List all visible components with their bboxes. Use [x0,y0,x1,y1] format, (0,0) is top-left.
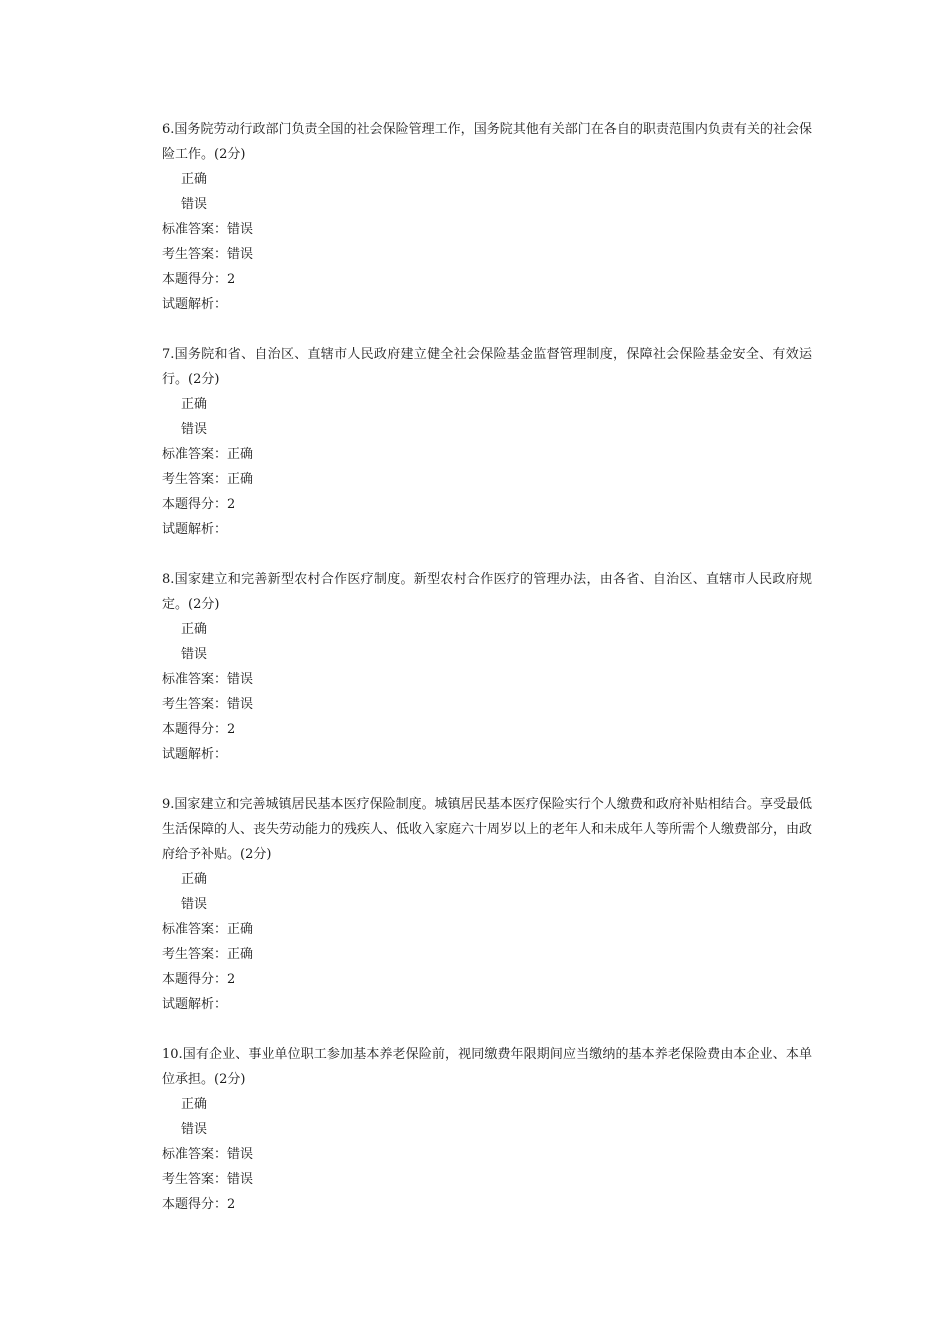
question-score: 本题得分：2 [162,272,236,287]
student-answer: 考生答案：错误 [162,247,254,262]
student-answer: 考生答案：正确 [162,947,254,962]
option-wrong[interactable]: 错误 [181,1122,208,1137]
question-score: 本题得分：2 [162,497,236,512]
question-7 [162,342,812,542]
standard-answer: 标准答案：正确 [162,922,254,937]
question-10 [162,1042,812,1217]
student-answer: 考生答案：错误 [162,1172,254,1187]
option-correct[interactable]: 正确 [181,397,208,412]
question-8 [162,567,812,767]
standard-answer: 标准答案：错误 [162,1147,254,1162]
standard-answer: 标准答案：错误 [162,672,254,687]
question-text: 7.国务院和省、自治区、直辖市人民政府建立健全社会保险基金监督管理制度，保障社会保险基金安全、有效运行。(2分) [162,347,812,387]
option-correct[interactable]: 正确 [181,172,208,187]
option-correct[interactable]: 正确 [181,622,208,637]
question-9 [162,792,812,1017]
question-text: 6.国务院劳动行政部门负责全国的社会保险管理工作，国务院其他有关部门在各自的职责范围内负责有关的社会保险工作。(2分) [162,122,812,162]
question-score: 本题得分：2 [162,972,236,987]
option-correct[interactable]: 正确 [181,1097,208,1112]
question-text: 9.国家建立和完善城镇居民基本医疗保险制度。城镇居民基本医疗保险实行个人缴费和政府补贴相结合。享受最低生活保障的人、丧失劳动能力的残疾人、低收入家庭六十周岁以上的老年人和未成年人等所需个人缴费部分，由政府给予补贴。(2分) [162,797,813,862]
student-answer: 考生答案：错误 [162,697,254,712]
option-wrong[interactable]: 错误 [181,422,208,437]
question-score: 本题得分：2 [162,1197,236,1212]
student-answer: 考生答案：正确 [162,472,254,487]
question-analysis: 试题解析： [162,522,228,537]
question-6 [162,117,812,317]
question-analysis: 试题解析： [162,997,228,1012]
question-text: 8.国家建立和完善新型农村合作医疗制度。新型农村合作医疗的管理办法，由各省、自治区、直辖市人民政府规定。(2分) [162,572,812,612]
option-wrong[interactable]: 错误 [181,647,208,662]
document-page [162,117,812,1242]
option-wrong[interactable]: 错误 [181,897,208,912]
option-wrong[interactable]: 错误 [181,197,208,212]
standard-answer: 标准答案：正确 [162,447,254,462]
question-score: 本题得分：2 [162,722,236,737]
question-text: 10.国有企业、事业单位职工参加基本养老保险前，视同缴费年限期间应当缴纳的基本养老保险费由本企业、本单位承担。(2分) [162,1047,812,1087]
option-correct[interactable]: 正确 [181,872,208,887]
question-analysis: 试题解析： [162,747,228,762]
question-analysis: 试题解析： [162,297,228,312]
standard-answer: 标准答案：错误 [162,222,254,237]
